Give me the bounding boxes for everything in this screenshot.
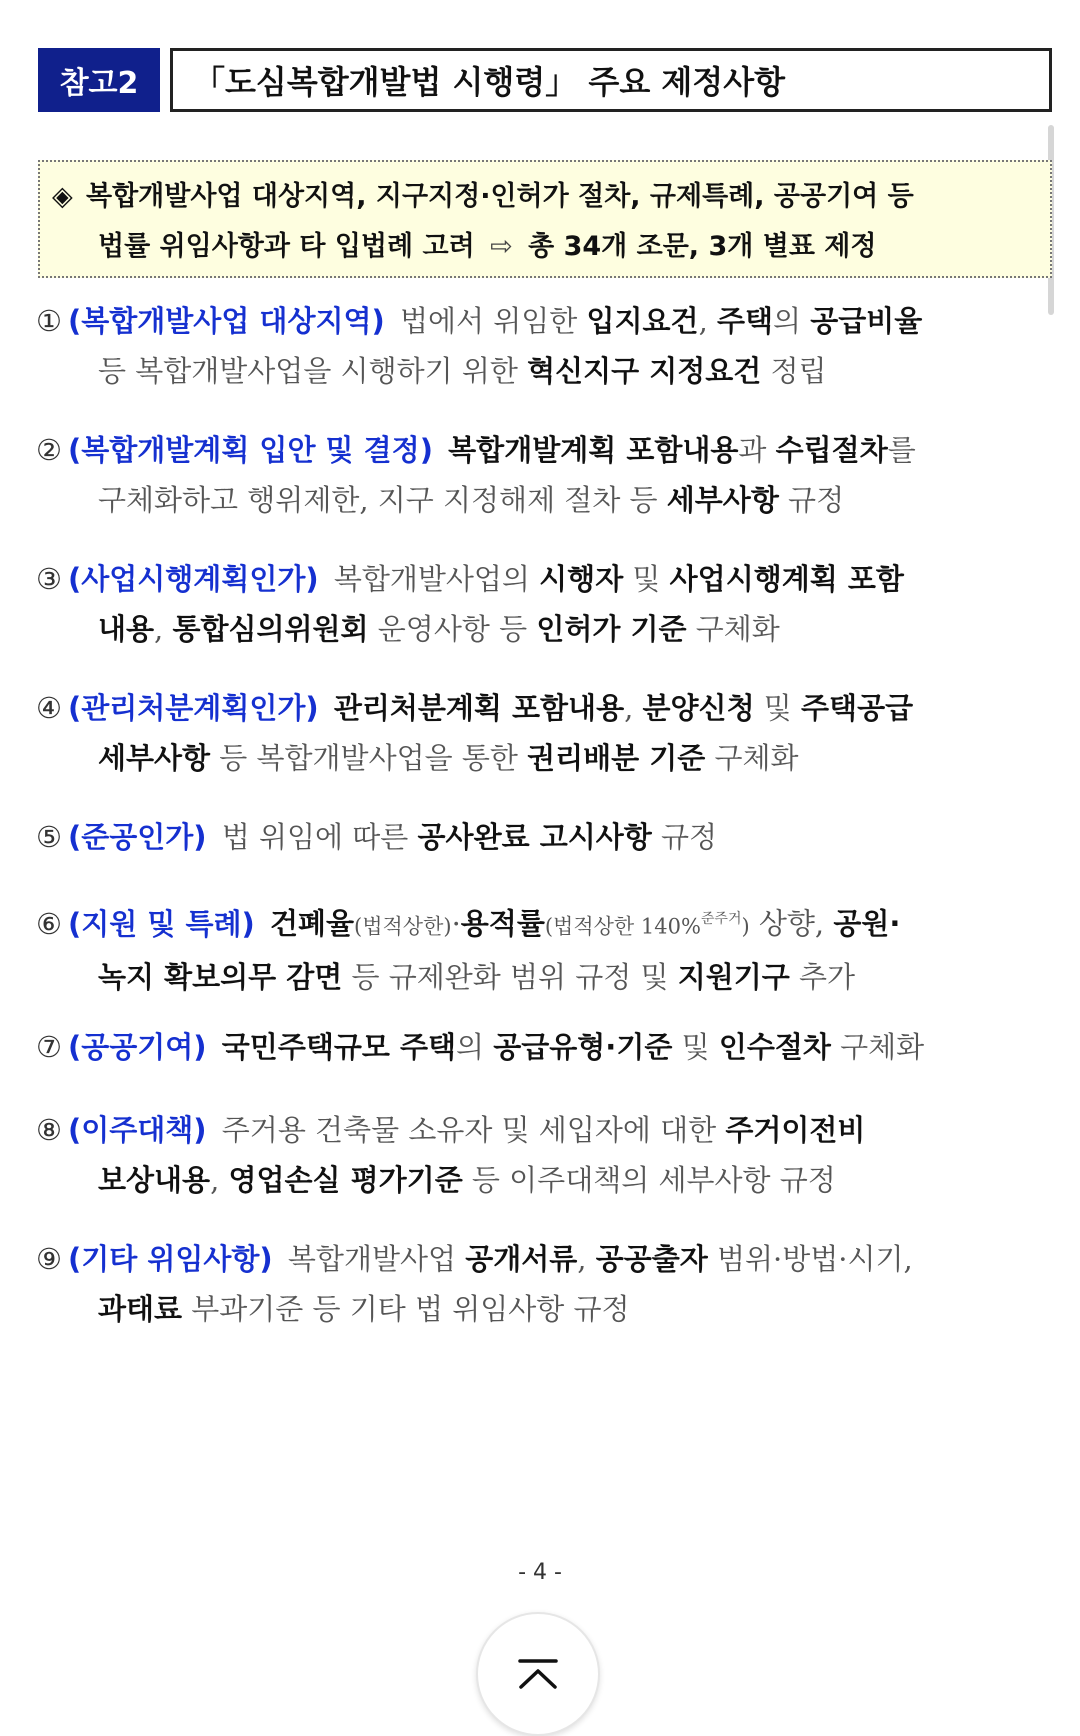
item-number: ⑥: [36, 906, 62, 941]
item-heading: (지원 및 특례): [68, 906, 255, 941]
item-heading: (기타 위임사항): [68, 1242, 273, 1276]
summary-line-1: 복합개발사업 대상지역, 지구지정·인허가 절차, 규제특례, 공공기여 등: [86, 181, 914, 212]
list-item: ② (복합개발계획 입안 및 결정) 복합개발계획 포함내용과 수립절차를 구체화하고 행위제한, 지구 지정해제 절차 등 세부사항 규정: [36, 433, 916, 517]
item-number: ⑤: [36, 820, 62, 854]
summary-line-2a: 법률 위임사항과 타 입법례 고려: [98, 231, 475, 262]
item-number: ②: [36, 433, 62, 467]
list-item: ⑧ (이주대책) 주거용 건축물 소유자 및 세입자에 대한 주거이전비 보상내용, 영업손실 평가기준 등 이주대책의 세부사항 규정: [36, 1113, 866, 1197]
list-item: ③ (사업시행계획인가) 복합개발사업의 시행자 및 사업시행계획 포함 내용, 통합심의위원회 운영사항 등 인허가 기준 구체화: [36, 562, 904, 646]
item-heading: (복합개발계획 입안 및 결정): [68, 433, 433, 467]
item-number: ⑧: [36, 1113, 62, 1147]
item-heading: (복합개발사업 대상지역): [68, 304, 385, 338]
page-number: - 4 -: [518, 1560, 562, 1585]
list-item: ④ (관리처분계획인가) 관리처분계획 포함내용, 분양신청 및 주택공급 세부사항 등 복합개발사업을 통한 권리배분 기준 구체화: [36, 691, 914, 775]
summary-box: [38, 160, 1052, 278]
page-title: 「도심복합개발법 시행령」 주요 제정사항: [170, 48, 1052, 112]
page-header: [38, 48, 1052, 112]
item-number: ①: [36, 304, 62, 338]
item-heading: (사업시행계획인가): [68, 562, 319, 596]
right-arrow-icon: ⇨: [490, 231, 513, 262]
item-number: ③: [36, 562, 62, 596]
item-heading: (공공기여): [68, 1030, 207, 1064]
list-item: ⑨ (기타 위임사항) 복합개발사업 공개서류, 공공출자 범위·방법·시기, 과태료 부과기준 등 기타 법 위임사항 규정: [36, 1242, 913, 1326]
list-item: ① (복합개발사업 대상지역) 법에서 위임한 입지요건, 주택의 공급비율 등 복합개발사업을 시행하기 위한 혁신지구 지정요건 정립: [36, 304, 923, 388]
item-number: ④: [36, 691, 62, 725]
list-item: ⑥ (지원 및 특례) 건폐율(법적상한)·용적률(법적상한 140%$^{준주거}$) 상향, 공원· 녹지 확보의무 감면 등 규제완화 범위 규정 및 지원기구 추가: [36, 906, 901, 994]
reference-badge: 참고2: [38, 48, 160, 112]
item-number: ⑦: [36, 1030, 62, 1064]
list-item: ⑤ (준공인가) 법 위임에 따른 공사완료 고시사항 규정: [36, 820, 718, 854]
scroll-to-top-icon: [516, 1657, 560, 1691]
diamond-bullet-icon: ◈: [52, 181, 73, 212]
list-item: ⑦ (공공기여) 국민주택규모 주택의 공급유형·기준 및 인수절차 구체화: [36, 1030, 925, 1064]
item-heading: (이주대책): [68, 1113, 207, 1147]
summary-line-2b: 총 34개 조문, 3개 별표 제정: [528, 231, 877, 262]
scroll-to-top-button[interactable]: [476, 1612, 600, 1736]
item-heading: (준공인가): [68, 820, 207, 854]
item-number: ⑨: [36, 1242, 62, 1276]
item-heading: (관리처분계획인가): [68, 691, 319, 725]
